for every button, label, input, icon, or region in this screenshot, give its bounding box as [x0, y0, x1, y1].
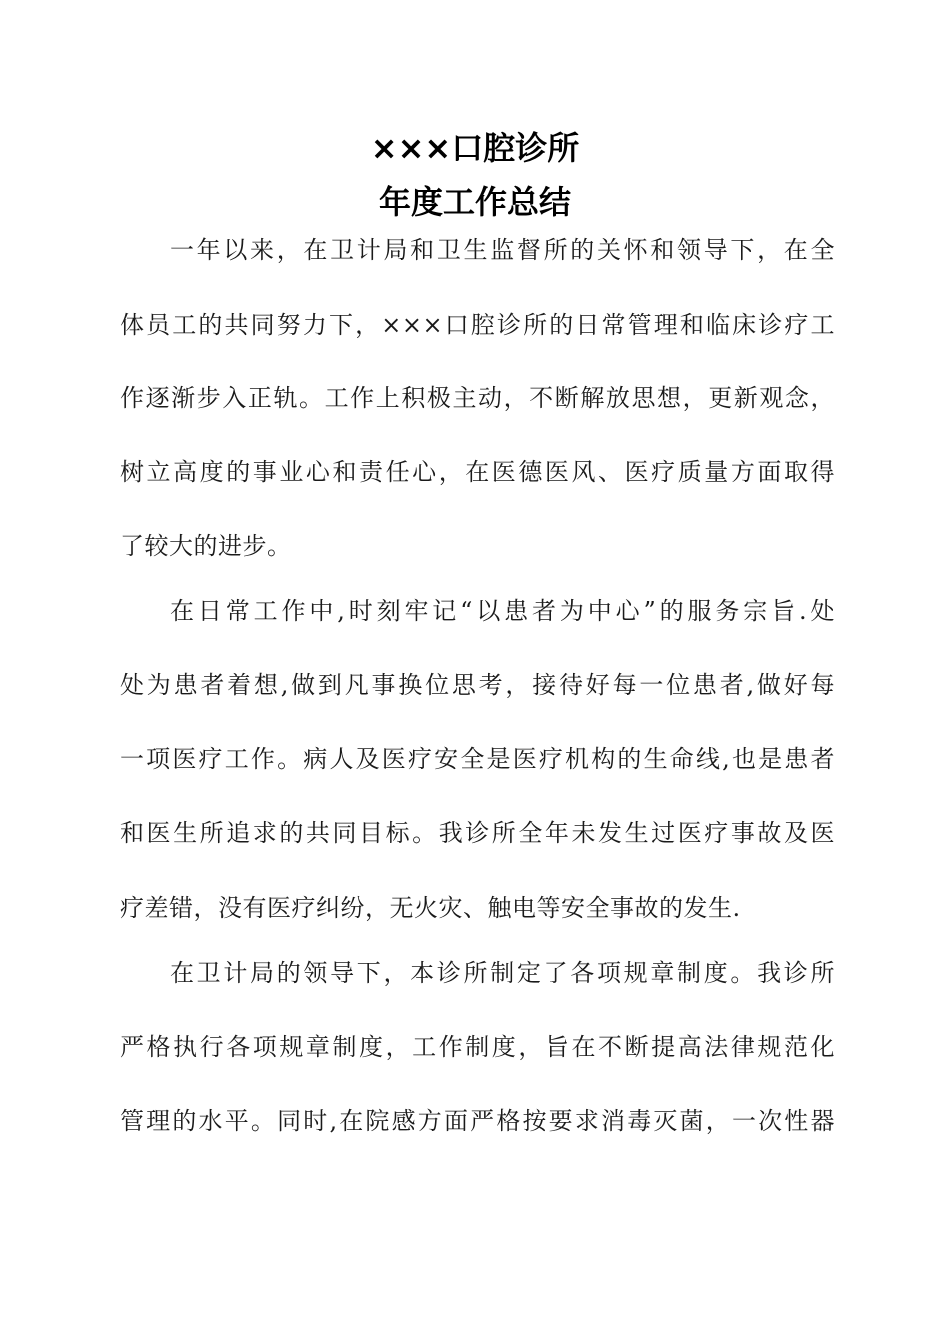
paragraph-2-line-1: 在日常工作中,时刻牢记“以患者为中心”的服务宗旨.处	[170, 597, 835, 625]
paragraph-1-line-4: 树立高度的事业心和责任心，在医德医风、医疗质量方面取得	[120, 458, 835, 486]
paragraph-1-line-5: 了较大的进步。	[120, 532, 292, 560]
paragraph-3-line-2: 严格执行各项规章制度，工作制度，旨在不断提高法律规范化	[120, 1033, 835, 1061]
paragraph-1-line-3: 作逐渐步入正轨。工作上积极主动，不断解放思想，更新观念，	[120, 384, 835, 412]
paragraph-2-line-5: 疗差错，没有医疗纠纷，无火灾、触电等安全事故的发生.	[120, 894, 741, 922]
paragraph-1-line-2: 体员工的共同努力下，×××口腔诊所的日常管理和临床诊疗工	[120, 311, 835, 339]
paragraph-3-line-3: 管理的水平。同时,在院感方面严格按要求消毒灭菌，一次性器	[120, 1107, 835, 1135]
paragraph-3-line-1: 在卫计局的领导下，本诊所制定了各项规章制度。我诊所	[170, 959, 835, 987]
paragraph-2-line-3: 一项医疗工作。病人及医疗安全是医疗机构的生命线,也是患者	[120, 745, 835, 773]
paragraph-2-line-4: 和医生所追求的共同目标。我诊所全年未发生过医疗事故及医	[120, 819, 835, 847]
paragraph-1-line-1: 一年以来，在卫计局和卫生监督所的关怀和领导下，在全	[170, 236, 835, 264]
paragraph-2-line-2: 处为患者着想,做到凡事换位思考，接待好每一位患者,做好每	[120, 671, 835, 699]
document-title-line-2: 年度工作总结	[378, 183, 571, 221]
document-title-line-1: ×××口腔诊所	[370, 129, 580, 167]
